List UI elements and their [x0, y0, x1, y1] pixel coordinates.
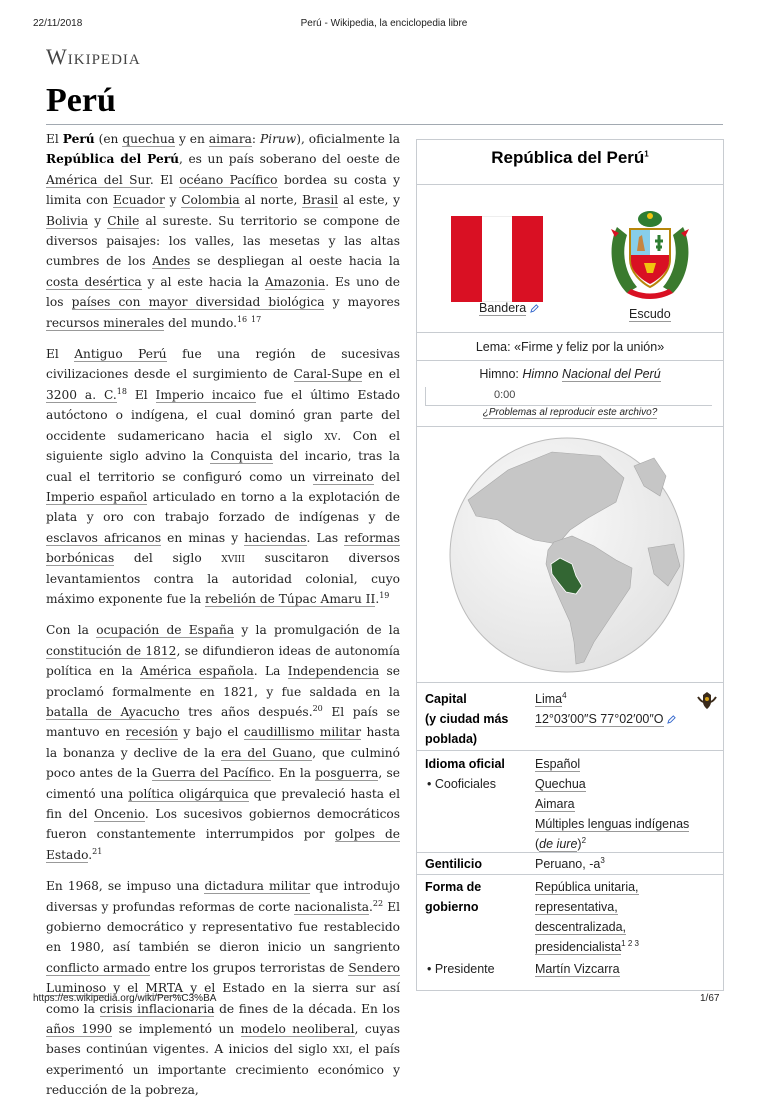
paragraph-modern: En 1968, se impuso una dictadura militar que introdujo diversas y profundas reformas de corte nacionalista.$^{22}$ El gobierno democrático y representativo fue restablecido en 1980, así también se dieron inicio un sangriento conflicto armado entre los grupos terroristas de Sendero Luminoso y el MRTA y el Estado en la sierra sur así como la crisis inflacionaria de fines de la década. En los años 1990 se implementó un modelo neoliberal, cuyas bases continúan vigentes. A inicios del siglo xxi, el país experimentó un importante crecimiento económico y reducción de la pobreza,: [46, 879, 401, 1098]
anthem-line: Himno: Himno Nacional del Perú: [479, 367, 661, 381]
wikipedia-wordmark[interactable]: Wikipedia: [46, 44, 141, 69]
link-recursos-minerales[interactable]: recursos minerales: [46, 315, 165, 330]
link-america-espanola[interactable]: América española: [140, 664, 254, 679]
link-ocupacion-espana[interactable]: ocupación de España: [96, 623, 235, 638]
refs-1-2-3[interactable]: 1 2 3: [621, 938, 639, 948]
audio-player[interactable]: [425, 387, 712, 406]
audio-problem-link[interactable]: ¿Problemas al reproducir este archivo?: [482, 407, 658, 418]
co-official-label: • Cooficiales: [427, 777, 496, 791]
link-caral-supe[interactable]: Caral-Supe: [293, 367, 363, 382]
link-caudillismo-militar[interactable]: caudillismo militar: [243, 725, 362, 740]
coat-of-arms-icon[interactable]: [607, 207, 693, 305]
language-row: [417, 750, 723, 853]
link-lenguas-indigenas[interactable]: Múltiples lenguas indígenas: [535, 817, 690, 831]
ref-16[interactable]: 16: [236, 314, 248, 324]
link-colombia[interactable]: Colombia: [181, 193, 240, 208]
coords-link[interactable]: 12°03′00″S 77°02′00″O: [535, 712, 664, 726]
demonym-row: [417, 852, 723, 875]
link-haciendas[interactable]: haciendas: [244, 530, 307, 545]
capital-label-3: poblada): [425, 732, 478, 746]
government-value-2: [535, 897, 618, 917]
ref-22[interactable]: 22: [372, 898, 384, 908]
link-descentralizada[interactable]: descentralizada,: [535, 920, 627, 934]
link-era-guano[interactable]: era del Guano: [221, 745, 313, 760]
link-aimara-ib[interactable]: Aimara: [535, 797, 575, 811]
ref-17[interactable]: 17: [251, 314, 262, 324]
capital-link[interactable]: Lima: [535, 692, 563, 706]
government-row: [417, 874, 723, 991]
title-divider: [46, 124, 723, 125]
demonym-label: Gentilicio: [425, 857, 482, 871]
paragraph-history: El Antiguo Perú fue una región de sucesivas civilizaciones desde el surgimiento de Caral-Supe en el 3200 a. C.$^{18}$ El Imperio incaico fue el último Estado autóctono o indígena, el cual dominó gran parte del occidente sudamericano hacia el siglo xv. Con el siguiente siglo advino la Conquista del incario, tras la cual el territorio se configuró como un virreinato del Imperio español articulado en torno a la explotación de plata y oro con trabajo forzado de indígenas y de esclavos africanos en minas y haciendas. Las reformas borbónicas del siglo xviii suscitaron diversos levantamientos contra la autoridad colonial, cuyo máximo exponente fue la rebelión de Túpac Amaru II.$^{19}$: [46, 347, 401, 606]
link-bolivia[interactable]: Bolivia: [46, 213, 89, 228]
motto-text: «Firme y feliz por la unión»: [514, 340, 665, 354]
coat-caption: [629, 307, 671, 321]
link-oncenio[interactable]: Oncenio: [94, 807, 145, 821]
link-modelo-neoliberal[interactable]: modelo neoliberal: [240, 1022, 355, 1037]
link-reformas-borbonicas[interactable]: reformas borbónicas: [46, 530, 400, 566]
ref-4[interactable]: 4: [562, 690, 567, 700]
link-aimara[interactable]: aimara: [208, 132, 252, 146]
link-oceano-pacifico[interactable]: océano Pacífico: [179, 172, 278, 187]
link-batalla-ayacucho[interactable]: batalla de Ayacucho: [46, 704, 180, 719]
link-anos-1990[interactable]: años 1990: [46, 1022, 113, 1037]
link-conquista[interactable]: Conquista: [210, 449, 273, 464]
co-official-2: [535, 794, 575, 814]
government-value-4: [535, 937, 639, 957]
government-value-1: [535, 877, 639, 897]
link-independencia[interactable]: Independencia: [287, 664, 380, 679]
paragraph-independence: Con la ocupación de España y la promulgación de la constitución de 1812, se difundieron ideas de autonomía política en la América española. La Independencia se proclamó formalmente en 1821, y fue saldada en la batalla de Ayacucho tres años después.$^{20}$ El país se mantuvo en recesión y bajo el caudillismo militar hasta la bonanza y declive de la era del Guano, que culminó poco antes de la Guerra del Pacífico. En la posguerra, se cimentó una política oligárquica que prevaleció hasta el fin del Oncenio. Los sucesivos gobiernos democráticos fueron constantemente interrumpidos por golpes de Estado.$^{21}$: [46, 623, 401, 862]
ref-2[interactable]: 2: [581, 835, 587, 845]
language-label: Idioma oficial: [425, 757, 505, 771]
paragraph-intro: El Perú (en quechua y en aimara: Piruw), oficialmente la República del Perú, es un país soberano del oeste de América del Sur. El océano Pacífico bordea su costa y limita con Ecuador y Colombia al norte, Brasil al este, y Bolivia y Chile al sureste. Su territorio se compone de diversos paisajes: los valles, las mesetas y las altas cumbres de los Andes se despliegan al oeste hacia la costa desértica y al este hacia la Amazonia. Es uno de los países con mayor diversidad biológica y mayores recursos minerales del mundo.$^{16}$ $^{17}$: [46, 132, 401, 330]
link-constitucion-1812[interactable]: constitución de 1812: [46, 643, 177, 658]
infobox: [416, 139, 724, 991]
link-posguerra[interactable]: posguerra: [315, 766, 379, 781]
capital-row: [417, 682, 723, 751]
link-mrta[interactable]: MRTA: [145, 981, 184, 996]
link-costa-desertica[interactable]: costa desértica: [46, 274, 142, 289]
link-esclavos-africanos[interactable]: esclavos africanos: [46, 530, 162, 545]
globe-map-icon[interactable]: [448, 436, 686, 674]
motto-label: Lema:: [475, 340, 511, 354]
ref-1[interactable]: 1: [644, 149, 649, 159]
co-official-3: [535, 814, 689, 834]
capital-value: [535, 689, 567, 709]
link-golpes-estado[interactable]: golpes de Estado: [46, 827, 400, 862]
link-imperio-espanol[interactable]: Imperio español: [46, 489, 148, 504]
link-america-del-sur[interactable]: América del Sur: [46, 172, 150, 187]
link-chile[interactable]: Chile: [107, 213, 140, 228]
link-imperio-incaico[interactable]: Imperio incaico: [155, 387, 256, 402]
link-republica-unitaria[interactable]: República unitaria,: [535, 880, 639, 894]
ref-19[interactable]: 19: [379, 590, 390, 600]
link-crisis-inflacionaria[interactable]: crisis inflacionaria: [99, 1001, 215, 1016]
anthem-link-b[interactable]: Nacional del Perú: [562, 367, 661, 381]
lima-coat-icon[interactable]: [696, 690, 718, 712]
print-url: https://es.wikipedia.org/wiki/Per%C3%BA: [33, 993, 217, 1004]
president-value: [535, 959, 620, 979]
link-brasil[interactable]: Brasil: [302, 193, 339, 208]
demonym-value: Peruano, $-a^3$: [535, 855, 605, 871]
ref-20[interactable]: 20: [312, 703, 323, 713]
motto-row: [417, 332, 723, 361]
edit-pencil-icon[interactable]: [530, 304, 539, 313]
government-value-3: [535, 917, 626, 937]
flag-caption: [479, 301, 539, 315]
link-recesion[interactable]: recesión: [125, 725, 178, 740]
flag-caption-link[interactable]: Bandera: [479, 301, 527, 315]
co-official-1: [535, 774, 586, 794]
link-quechua-ib[interactable]: Quechua: [535, 777, 586, 791]
link-virreinato[interactable]: virreinato: [312, 469, 374, 484]
government-label-2: gobierno: [425, 900, 479, 914]
link-politica-oligarquica[interactable]: política oligárquica: [128, 786, 249, 801]
government-label-1: Forma de: [425, 880, 482, 894]
president-label: • Presidente: [427, 962, 495, 976]
flag-of-peru[interactable]: [451, 216, 543, 302]
link-representativa[interactable]: representativa,: [535, 900, 618, 914]
link-nacionalista[interactable]: nacionalista: [294, 899, 369, 914]
print-date: 22/11/2018: [33, 18, 83, 29]
article-title: Perú: [46, 82, 116, 119]
link-ecuador[interactable]: Ecuador: [112, 193, 165, 208]
link-sendero-luminoso[interactable]: Sendero Luminoso: [46, 960, 400, 996]
link-3200-ac[interactable]: 3200 a. C.: [46, 387, 117, 402]
co-official-4: (de iure)$^2$: [535, 835, 587, 851]
anthem-section: [417, 360, 723, 427]
link-megadiversos[interactable]: países con mayor diversidad biológica: [71, 295, 325, 310]
ref-21[interactable]: 21: [92, 846, 103, 856]
ref-18[interactable]: 18: [116, 386, 127, 396]
link-conflicto-armado[interactable]: conflicto armado: [46, 960, 151, 975]
coords-value: [535, 709, 676, 729]
link-martin-vizcarra[interactable]: Martín Vizcarra: [535, 962, 620, 976]
infobox-title: República del Perú$^1$: [491, 148, 649, 167]
link-guerra-pacifico[interactable]: Guerra del Pacífico: [151, 766, 271, 781]
article-body: [46, 129, 400, 1112]
map-section: [417, 426, 723, 683]
print-page-title: Perú - Wikipedia, la enciclopedia libre: [300, 18, 468, 29]
link-de-iure[interactable]: de iure: [539, 837, 578, 851]
link-dictadura-militar[interactable]: dictadura militar: [204, 879, 311, 894]
edit-pencil-icon[interactable]: [667, 715, 676, 724]
link-amazonia[interactable]: Amazonia: [264, 274, 326, 289]
link-espanol[interactable]: Español: [535, 757, 581, 771]
link-rebelion-tupac-amaru[interactable]: rebelión de Túpac Amaru II: [204, 591, 376, 606]
anthem-link-a[interactable]: Himno: [522, 367, 559, 381]
link-antiguo-peru[interactable]: Antiguo Perú: [74, 347, 167, 362]
link-quechua[interactable]: quechua: [122, 132, 176, 146]
link-andes[interactable]: Andes: [152, 254, 191, 269]
link-presidencialista[interactable]: presidencialista: [535, 940, 622, 954]
print-page-number: 1/67: [700, 993, 720, 1004]
language-value: [535, 754, 580, 774]
coat-caption-link[interactable]: Escudo: [629, 307, 671, 321]
capital-label-2: (y ciudad más: [425, 712, 509, 726]
capital-label-1: Capital: [425, 692, 467, 706]
ref-3[interactable]: 3: [600, 855, 605, 865]
audio-time: 0:00: [494, 389, 516, 401]
symbols-section: [417, 184, 723, 333]
